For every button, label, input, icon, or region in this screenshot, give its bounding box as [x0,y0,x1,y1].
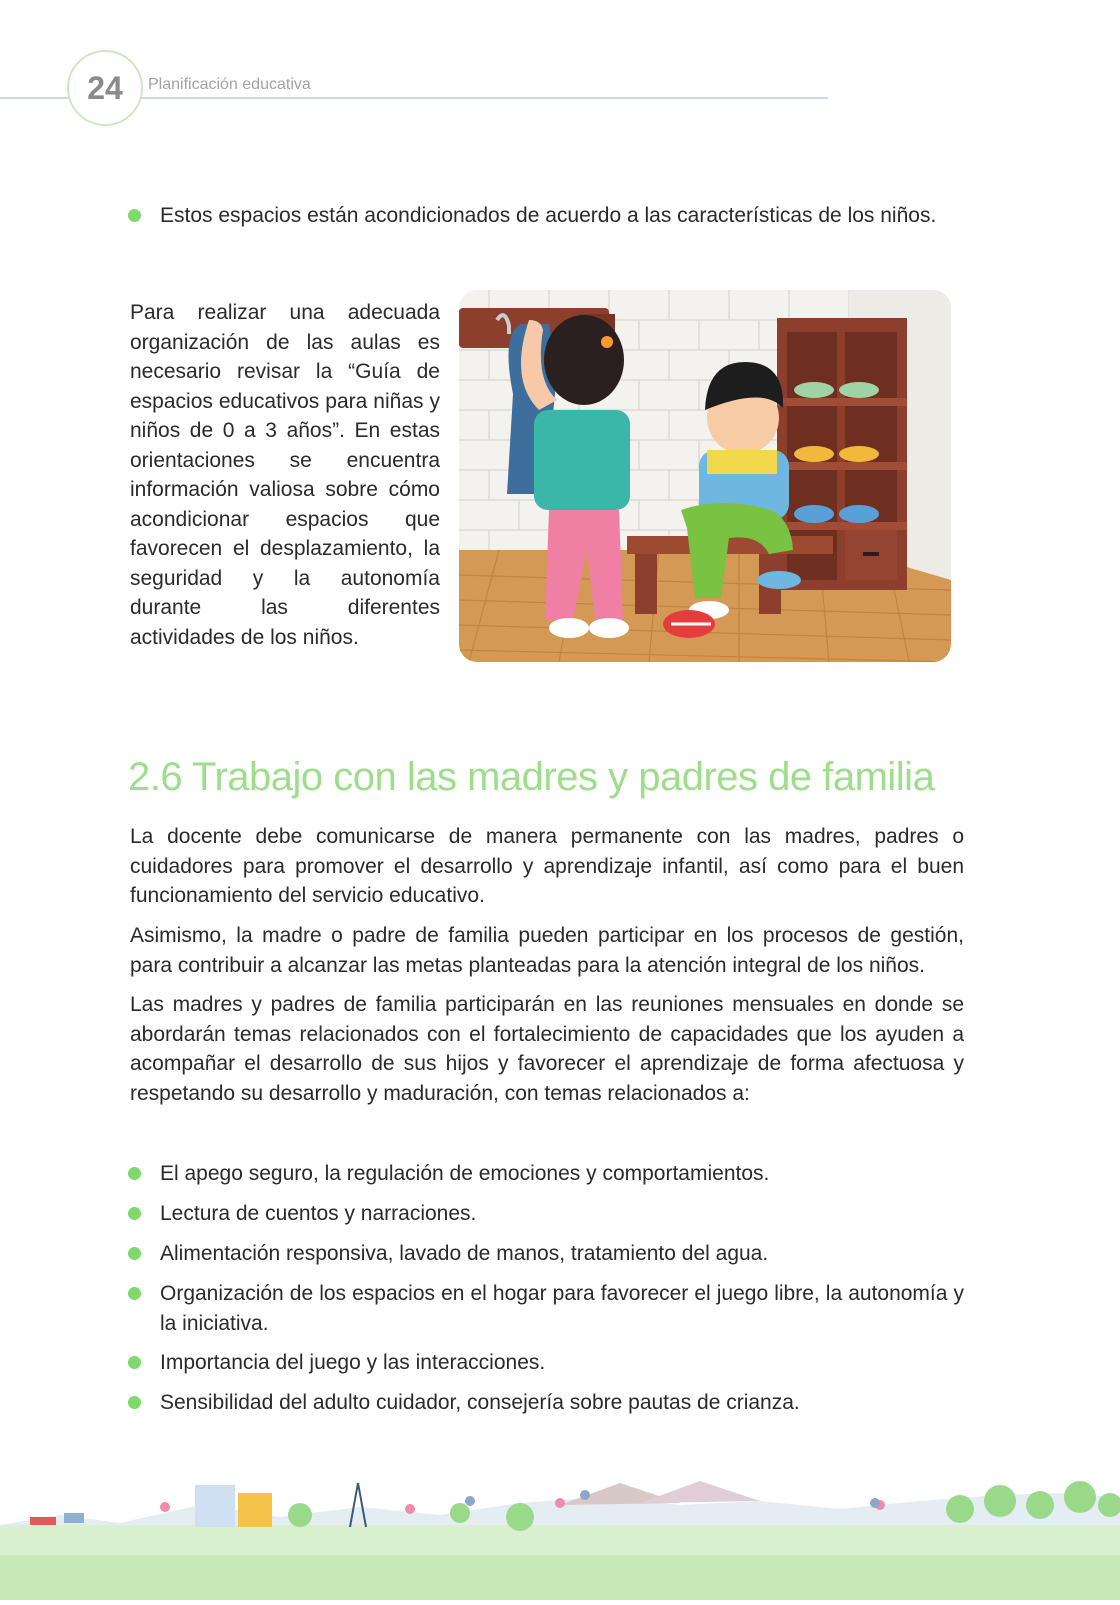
bullet-dot [128,1167,141,1180]
side-paragraph: Para realizar una adecuada organización de las aulas es necesario revisar la “Guía de espacios educativos para niñas y niños de 0 a 3 años”. En estas orientaciones se encuentra información valiosa sobre cómo acondicionar espacios que favorecen el desplazamiento, la seguridad y la autonomía durante las diferentes actividades de los niños. [130,301,440,649]
bullet-dot [128,1247,141,1260]
body-paragraph: La docente debe comunicarse de manera permanente con las madres, padres o cuidadores para promover el desarrollo y aprendizaje infantil, así como para el buen funcionamiento del servicio educativo. [130,825,964,907]
bullet-dot [128,1396,141,1409]
topic-bullet [128,1199,964,1229]
bullet-dot [128,1207,141,1220]
topic-bullet [128,1159,964,1189]
bullet-text: Sensibilidad del adulto cuidador, consejería sobre pautas de crianza. [160,1391,800,1414]
page-number: 24 [67,50,143,126]
topic-bullet [128,1388,964,1418]
classroom-illustration [459,290,951,662]
topic-bullet [128,1279,964,1338]
community-landscape-image [0,1445,1120,1600]
children-cubby-image [459,290,951,662]
body-paragraph: Las madres y padres de familia participarán en las reuniones mensuales en donde se abordarán temas relacionados con el fortalecimiento de capacidades que los ayuden a acompañar el desarrollo de sus hijos y favorecer el aprendizaje de forma afectuosa y respetando su desarrollo y maduración, con temas relacionados a: [130,993,964,1105]
bullet-dot [128,209,141,222]
footer-landscape [0,1445,1120,1600]
bullet-text: El apego seguro, la regulación de emociones y comportamientos. [160,1162,770,1185]
section-title: 2.6 Trabajo con las madres y padres de familia [128,755,935,799]
bullet-text: Importancia del juego y las interacciones. [160,1351,546,1374]
topic-bullet [128,1348,964,1378]
intro-bullet [128,201,964,231]
bullet-dot [128,1287,141,1300]
bullet-dot [128,1356,141,1369]
bullet-text: Lectura de cuentos y narraciones. [160,1202,477,1225]
topic-bullet [128,1239,964,1269]
bullet-text: Organización de los espacios en el hogar para favorecer el juego libre, la autonomía y la iniciativa. [160,1282,964,1335]
bullet-text: Alimentación responsiva, lavado de manos, tratamiento del agua. [160,1242,769,1265]
body-paragraph: Asimismo, la madre o padre de familia pueden participar en los procesos de gestión, para contribuir a alcanzar las metas planteadas para la atención integral de los niños. [130,924,964,977]
header-title: Planificación educativa [148,76,311,93]
bullet-text: Estos espacios están acondicionados de acuerdo a las características de los niños. [160,204,937,227]
